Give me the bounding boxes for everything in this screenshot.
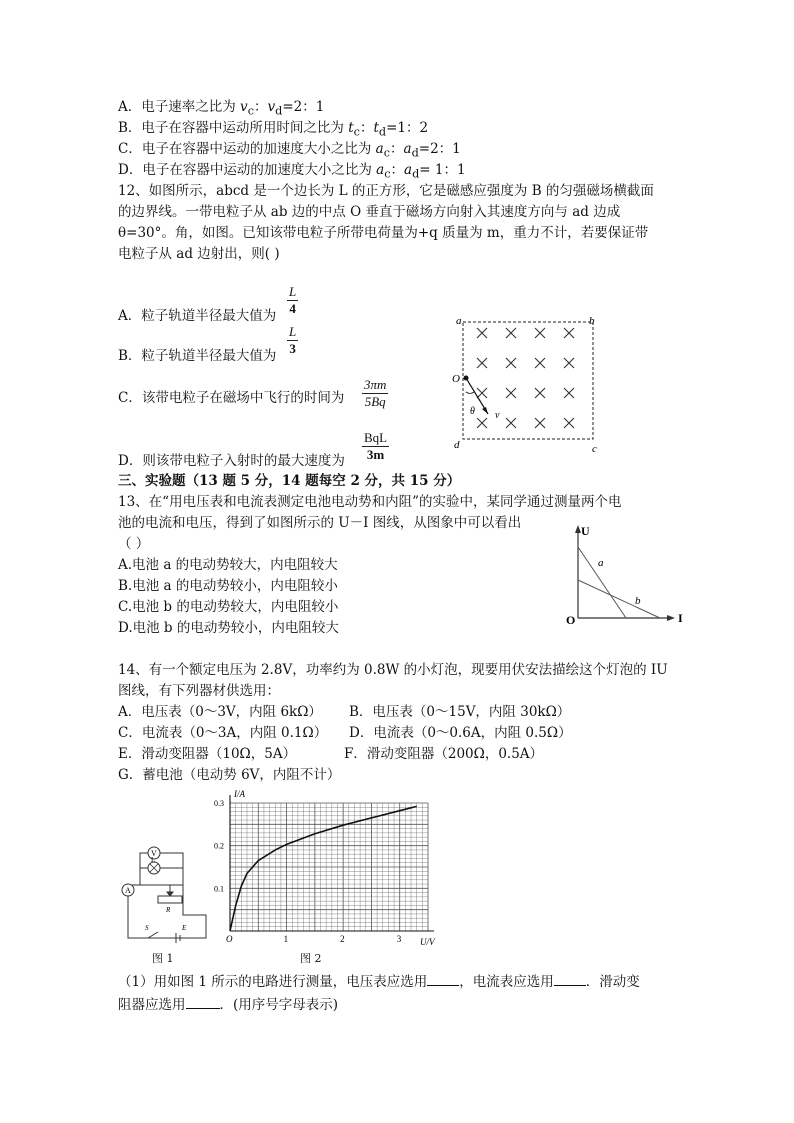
q11-option-c: C．电子在容器中运动的加速度大小之比为 $a_c$：$a_d=2$：1 (118, 141, 461, 160)
q14-sub1-line2: 阻器应选用 ．(用序号字母表示) (118, 997, 339, 1013)
x-tick-label: 1 (283, 934, 289, 944)
q12-line-4: 电粒子从 ad 边射出，则( ) (118, 246, 280, 262)
q13-option-c: C.电池 b 的电动势较大，内电阻较小 (118, 599, 339, 615)
q14-option-d: D．电流表（0～0.6A，内阻 0.5Ω） (349, 725, 572, 741)
origin-label: O (566, 613, 576, 627)
chart-origin-label: O (226, 934, 233, 944)
q11-option-d: D．电子在容器中运动的加速度大小之比为 $a_c$：$a_d= 1$：1 (118, 162, 466, 181)
line-a-label: a (598, 557, 604, 569)
chart-ticks (214, 799, 402, 944)
voltmeter-answer-blank[interactable] (427, 973, 459, 986)
voltmeter-label: V (151, 849, 157, 858)
q14-option-e: E．滑动变阻器（10Ω，5A） (118, 746, 297, 762)
q13-option-a: A.电池 a 的电动势较大，内电阻较大 (118, 557, 338, 573)
ammeter-answer-blank[interactable] (554, 973, 586, 986)
q12-option-d: D．则该带电粒子入射时的最大速度为 (118, 453, 345, 469)
line-b-label: b (635, 595, 641, 607)
switch-label: S (145, 924, 149, 932)
q12-line-1: 12、如图所示，abcd 是一个边长为 L 的正方形，它是磁感应强度为 B 的匀强磁场横截面 (118, 183, 654, 199)
q14-option-f: F．滑动变阻器（200Ω，0.5A） (344, 746, 544, 762)
q14-option-b: B．电压表（0～15V，内阻 30kΩ） (349, 704, 571, 720)
x-tick-label: 3 (396, 934, 402, 944)
y-tick-label: 0.1 (214, 884, 224, 894)
q12-option-a: A．粒子轨道半径最大值为 (118, 308, 277, 324)
y-tick-label: 0.3 (214, 799, 224, 808)
q14-line-2: 图线，有下列器材供选用： (118, 683, 280, 699)
corner-a-label: a (456, 315, 462, 327)
q13-option-d: D.电池 b 的电动势较小，内电阻较大 (118, 620, 339, 636)
q12-option-c: C．该带电粒子在磁场中飞行的时间为 (118, 390, 345, 406)
q14-sub1-line1: （1）用如图 1 所示的电路进行测量，电压表应选用 ，电流表应选用 ．滑动变 (118, 974, 640, 990)
rheostat-label: R (166, 906, 171, 914)
q14-option-a: A．电压表（0～3V，内阻 6kΩ） (118, 704, 322, 720)
velocity-label: v (495, 410, 500, 421)
q12-option-b: B．粒子轨道半径最大值为 (118, 348, 277, 364)
q12-option-c-fraction: $\frac{3\pi m}{5Bq}$ (364, 377, 387, 409)
y-axis-label: I/A (234, 789, 245, 799)
lamp-label: L (151, 856, 156, 864)
q14-option-g: G．蓄电池（电动势 6V，内阻不计） (118, 767, 341, 783)
u-axis-label: U (581, 524, 590, 538)
battery-label: E (182, 924, 187, 932)
q14-line-1: 14、有一个额定电压为 2.8V，功率约为 0.8W 的小灯泡，现要用伏安法描绘这个灯泡的 IU (118, 662, 668, 678)
figure-1-caption: 图 1 (152, 952, 174, 965)
magnetic-field-figure (448, 312, 608, 456)
chart-grid (230, 803, 428, 931)
corner-b-label: b (589, 315, 595, 327)
q11-option-a: A．电子速率之比为 $v_c$：$v_d=2$：1 (118, 99, 325, 118)
iu-chart (210, 788, 440, 948)
ui-graph-figure (560, 520, 690, 630)
ammeter-label: A (125, 886, 131, 895)
q12-line-2: 的边界线。一带电粒子从 ab 边的中点 O 垂直于磁场方向射入其速度方向与 ad 边成 (118, 204, 621, 220)
q12-option-a-fraction: $\frac{L}{4}$ (289, 284, 297, 316)
q13-option-b: B.电池 a 的电动势较小，内电阻较小 (118, 578, 338, 594)
q13-line-1: 13、在“用电压表和电流表测定电池电动势和内阻”的实验中，某同学通过测量两个电 (118, 494, 622, 510)
corner-c-label: c (592, 443, 597, 455)
y-tick-label: 0.2 (214, 841, 224, 851)
q12-line-3: θ=30°。角，如图。已知该带电粒子所带电荷量为+q 质量为 m，重力不计，若要保证带 (118, 225, 649, 241)
figure-2-caption: 图 2 (300, 952, 322, 965)
theta-label: θ (470, 406, 475, 417)
i-axis-label: I (678, 611, 683, 625)
q14-option-c: C．电流表（0～3A，内阻 0.1Ω） (118, 725, 328, 741)
q11-option-b: B．电子在容器中运动所用时间之比为 $t_c$：$t_d=1$：2 (118, 120, 429, 139)
x-tick-label: 2 (340, 934, 345, 944)
section-3-heading: 三、实验题（13 题 5 分，14 题每空 2 分，共 15 分） (118, 473, 461, 489)
q12-option-d-fraction: BqL 3m (364, 430, 388, 462)
q13-line-2: 池的电流和电压，得到了如图所示的 U－I 图线，从图象中可以看出 (118, 515, 522, 531)
corner-d-label: d (454, 439, 460, 451)
q12-option-b-fraction: $\frac{L}{3}$ (289, 324, 297, 356)
q13-line-3: （ ） (118, 536, 150, 552)
x-axis-label: U/V (420, 937, 435, 947)
point-o-label: O (452, 373, 460, 385)
rheostat-answer-blank[interactable] (186, 996, 220, 1009)
circuit-figure (118, 840, 213, 945)
